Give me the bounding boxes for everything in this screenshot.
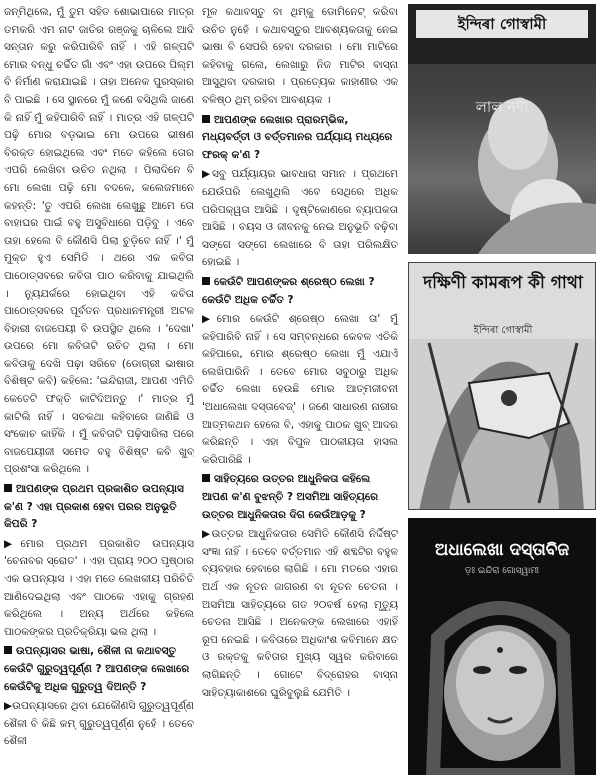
interview-question	[202, 471, 398, 524]
cover-title: ইন্দিৰা গোস্বামী	[416, 10, 588, 38]
cover-portrait-illustration	[408, 4, 596, 254]
question-bullet-icon	[4, 484, 12, 492]
question-bullet-icon	[202, 474, 210, 482]
question-bullet-icon	[4, 646, 12, 654]
interview-answer: ▶ମୋର ପ୍ରଥମ ପ୍ରକାଶିତ ଉପନ୍ୟାସ 'ଚେନାବର ସ୍ରୋତ' । ଏହା ପ୍ରାୟ ୨୦୦ ପୃଷ୍ଠାର ଏକ ଉପନ୍ୟାସ । ଏହା ମତେ ଲେଖକୀୟ ପରିଚିତି ଆଣିଦେଇଥିଲା ଏବଂ ପାଠକେ ଏହାକୁ ଗ୍ରହଣ କରିଥିଲେ । ଅନ୍ୟ ଅର୍ଥରେ କହିଲେ ପାଠକଙ୍କର ପ୍ରତିକ୍ରିୟା ଭଲ ଥିଲା ।	[4, 537, 194, 638]
question-bullet-icon	[202, 277, 210, 285]
interview-answer: ▶ମୋର କେଉଁଟି ଶ୍ରେଷ୍ଠ ଲେଖା ତା' ମୁଁ କହିପାରିବି ନାହିଁ । ସେ ସମ୍ବନ୍ଧରେ କେବଳ ଏତିକି କହିପାରେ, ମୋର ଶ୍ରେଷ୍ଠ ଲେଖା ମୁଁ ଏଯାଏଁ ଲେଖିପାରିନି । ତେବେ ମୋର ସବୁଠାରୁ ଅଧିକ ଚର୍ଚ୍ଚିତ ଲେଖା ହେଉଛି ମୋର ଆତ୍ମଜୀବନୀ 'ଅଧାଲେଖା ଦସ୍ତାବେଜ୍' । ଜଣେ ସାଧାରଣ ନାରୀର ଆତ୍ମକଥନ ହେଲେ ବି, ଏହାକୁ ପାଠକ ଖୁବ୍ ଆଦର କରିଛନ୍ତି । ଏହା ବିପୁଳ ପାଠକୀୟତା ହାସଲ କରିପାରିଛି ।	[202, 313, 398, 466]
book-cover-lal-nadi	[408, 4, 596, 254]
cover-sketch-illustration	[409, 263, 596, 510]
question-text: ଆପଣଙ୍କ ଲେଖାର ପ୍ରାରମ୍ଭିକ, ମଧ୍ୟବର୍ତ୍ତୀ ଓ ବର୍ତ୍ତମାନର ପର୍ଯ୍ୟାୟ ମଧ୍ୟରେ ଫରକ୍ କ'ଣ ?	[202, 113, 393, 161]
interview-question	[4, 481, 194, 534]
interview-answer: ଜନ୍ମିଥିଲେ, ମୁଁ ତୁମ ସହିତ ଶୋଭାପାରେ ମାତ୍ର ତମକରି ଏମ ନାଟ ଜାତିର ରଞ୍ଜକୁ ଚାଳିଲେ ଆଦି ସନ୍ତାନ କରୁ କରିପାରିବି ନାହିଁ । ଏହି ଗଳ୍ପଟି ମୋର ବନ୍ଧୁ ଚର୍ଚ୍ଚିତ ଗାଁ ଏବଂ ଏହା ଉପରେ ପିଲ୍ମ ବି ନିର୍ମାଣ କରାଯାଇଛି । ତାହା ଅନେକ ପୁରସ୍କାର ବି ପାଇଛି । ସେ ସ୍ଥାନରେ ମୁଁ କଣେ ବସିଥିଲି ଜାଣେ କି ନାହିଁ ମୁଁ କହିପାରିବି ନାହିଁ । ମାତ୍ର ଏହି ଗଳ୍ପଟି ପଢ଼ି ମୋର ବଡ଼ଭାଇ ମୋ ଉପରେ ଭୀଷଣ ବିରକ୍ତ ହୋଇଥିଲେ ଏବଂ ମତେ କହିଲେ ତୋର ଏପରି ଲେଖିବା ଉଚିତ ନଥିଲା । ପିଲାଦିନେ ବି ମୋ ଲେଖା ପଢ଼ି ମୋ ବଦଳେ, କଲେଜମାନେ କହନ୍ତି: 'ତୁ ଏପରି ଲେଖା ଲେଖୁଛୁ ଆମେ ତୋ ବାହାଘର ପାଇଁ ବହୁ ଅସୁବିଧାରେ ପଡ଼ିବୁ । ଏବେ ତାହା ହେଲେ ବି କୌଣସି ପିଲା ଚୁଡ଼ିବେ ନାହିଁ ।' ମୁଁ ମୁକ୍ତ ହୁଏ ସେମିତି । ଥରେ ଏକ କବିତା ପାଠୋତ୍ସବରେ କବିତା ପାଠ କରିବାକୁ ଯାଇଥିଲି । ନ୍ୟୁଯର୍କରେ ହୋଇଥିବା ଏହି କବିତା ପାଠୋତ୍ସବରେ ପୂର୍ବତନ ପ୍ରଧାନମନ୍ତ୍ରୀ ଅଟଳ ବିହାରୀ ବାଜପେୟୀ ବି ଉପସ୍ଥିତ ଥିଲେ । 'ଦେଖା' ଉପରେ ମୋ କବିତାଟି ରଚିତ ଥିଲା । ମୋ କବିତାକୁ ଦେଖି ପଢ଼ା ସରିବେ (ଡୋଗ୍ରୀ ଭାଷାର ବିଶିଷ୍ଟ କବି) କହିଲେ: 'ଇନ୍ଦିରାଜୀ, ଆପଣ ଏମିତି କେତେଟି ଫକ୍ତି କାଟିଦିଅନ୍ତୁ ।' ମାତ୍ର ମୁଁ କାଟିଲି ନାହିଁ । ସଚକଥା କହିବାରେ ଜାଣିଛି ଓ ସଂକୋଚ କାହିଁକି । ମୁଁ କବିତାଟି ପଢ଼ିସାରିଲା ପରେ ବାଜପେୟୀଜୀ ସମେତ ବହୁ ବିଶିଷ୍ଟ କବି ଖୁବ୍ ପ୍ରଶଂସା କରିଥିଲେ ।	[4, 6, 194, 476]
article-column-middle	[202, 4, 398, 775]
article-column-left	[4, 4, 194, 775]
interview-answer: ▶ସବୁ ପର୍ଯ୍ୟାୟର ଭାବଧାରା ସମାନ । ପ୍ରଥମେ ଯେଉଁପରି ଲେଖୁଥିଲି ଏବେ ସେଥିରେ ଅଧିକ ପରିପକ୍ୱତା ଆସିଛି । ଦୃଷ୍ଟିକୋଣରେ ବ୍ୟାପକତା ଆସିଛି । ବୟସ ଓ ଜୀବନକୁ ନେଇ ଅନୁଭୂତି ବଢ଼ିବା ସଙ୍ଗେ ସଙ୍ଗେ ଲେଖାରେ ବି ତାହା ପରିଲକ୍ଷିତ ହୋଇଛି ।	[202, 168, 398, 269]
question-text: ଆପଣଙ୍କ ପ୍ରଥମ ପ୍ରକାଶିତ ଉପନ୍ୟାସ କ'ଣ ? ଏହା ପ୍ରକାଶ ହେବା ପରର ଅନୁଭୂତି କିପରି ?	[4, 483, 184, 531]
interview-answer: ମୂଳ କଥାବସ୍ତୁ ବା ଥିମ୍‌କୁ ଡୋମିନେଟ୍ କରିବା ଉଚିତ ନୁହେଁ । କଥାବସ୍ତୁର ଆବଶ୍ୟକତାକୁ ନେଇ ଭାଷା ବି ସେପରି ହେବା ଦରକାର । ମୋ ମାଟିରେ କହିବାକୁ ଗଲେ, ଲେଖାରୁ ନିଜ ମାଟିର ବାସ୍ନା ଆସୁଥିବା ଦରକାର । ପ୍ରତ୍ୟେକ କାହାଣୀର ଏକ ବଳିଷ୍ଠ ଥିମ୍ ରହିବା ଆବଶ୍ୟକ ।	[202, 6, 398, 106]
interview-answer: ▶ଉପନ୍ୟାସରେ ଥିବା ଯେକୌଣସି ଗୁରୁତ୍ୱପୂର୍ଣ୍ଣ ଶୈଳୀ ବି କିଛି କମ୍ ଗୁରୁତ୍ୱପୂର୍ଣ୍ଣ ନୁହେଁ । ତେବେ ଶୈଳୀ	[4, 700, 194, 748]
book-cover-adhalekha-dastabij	[408, 518, 596, 775]
cover-title: দক্ষিণী কামৰূপ কী গাথা	[423, 273, 583, 293]
cover-author: ଡ଼ଃ ଇନ୍ଦିରା ଗୋସ୍ୱାମୀ	[464, 566, 540, 576]
cover-author: ইন্দিৰা গোস্বামী	[473, 325, 533, 336]
question-text: କେଉଁଟି ଆପଣଙ୍କର ଶ୍ରେଷ୍ଠ ଲେଖା ? କେଉଁଟି ଅଧିକ ଚର୍ଚ୍ଚିତ ?	[202, 275, 375, 306]
cover-title: ଅଧାଲେଖା ଦସ୍ତାବିଜ	[434, 540, 570, 560]
interview-answer: ▶ଉତ୍ତର ଆଧୁନିକତାର ସେମିତି କୌଣସି ନିର୍ଦ୍ଦିଷ୍ଟ ସଂଜ୍ଞା ନାହିଁ । ତେବେ ବର୍ତ୍ତମାନ ଏହି ଶବ୍ଦଟିର ବହୁଳ ବ୍ୟବହାର ହେବାରେ ଲାଗିଛି । ମୋ ମତରେ ଏହାର ଅର୍ଥ ଏକ ନୂତନ ଜାଗରଣ ବା ନୂତନ ଚେତନା । ଅସମିଆ ସାହିତ୍ୟରେ ଗତ ୨୦ବର୍ଷ ହେଲା ମୃତ୍ୟୁ ଚେତନା ଆସିଛି । ଅନେକଙ୍କ ଲେଖାରେ ଏହାହିଁ ରୂପ ନେଇଛି । କବିତାରେ ଅଧିକାଂଶ କବିମାନେ କ୍ଷତ ଓ ରକ୍ତକୁ କବିତାର ମୁଖ୍ୟ ସ୍ୱର କରିବାରେ ଲାଗିଛନ୍ତି । ଗୋଟେ ବିଦ୍ରୋହର ବାସ୍ନା ସାହିତ୍ୟାକାଶରେ ଘୁରିବୁଲୁଛି ଯେମିତି ।	[202, 528, 398, 699]
interview-question	[202, 112, 398, 165]
book-cover-dakshini-kamrup	[408, 262, 596, 510]
question-text: ସାହିତ୍ୟରେ ଉତ୍ତର ଆଧୁନିକତା କହିଲେ ଆପଣ କ'ଣ ବୁଝନ୍ତି ? ଅସମିଆ ସାହିତ୍ୟରେ ଉତ୍ତର ଆଧୁନିକତାର ଦିଗ କେଉଁଆଡ଼କୁ ?	[202, 473, 379, 521]
interview-question	[4, 643, 194, 696]
question-text: ଉପନ୍ୟାସର ଭାଷା, ଶୈଳୀ ନା କଥାବସ୍ତୁ କେଉଁଟି ଗୁରୁତ୍ୱପୂର୍ଣ୍ଣ ? ଆପଣଙ୍କ ଲେଖାରେ କେଉଁଟିକୁ ଅଧିକ ଗୁରୁତ୍ୱ ଦିଅନ୍ତି ?	[4, 645, 190, 693]
cover-subtitle: লাল নদী	[475, 98, 529, 116]
interview-question	[202, 274, 398, 309]
question-bullet-icon	[202, 115, 210, 123]
